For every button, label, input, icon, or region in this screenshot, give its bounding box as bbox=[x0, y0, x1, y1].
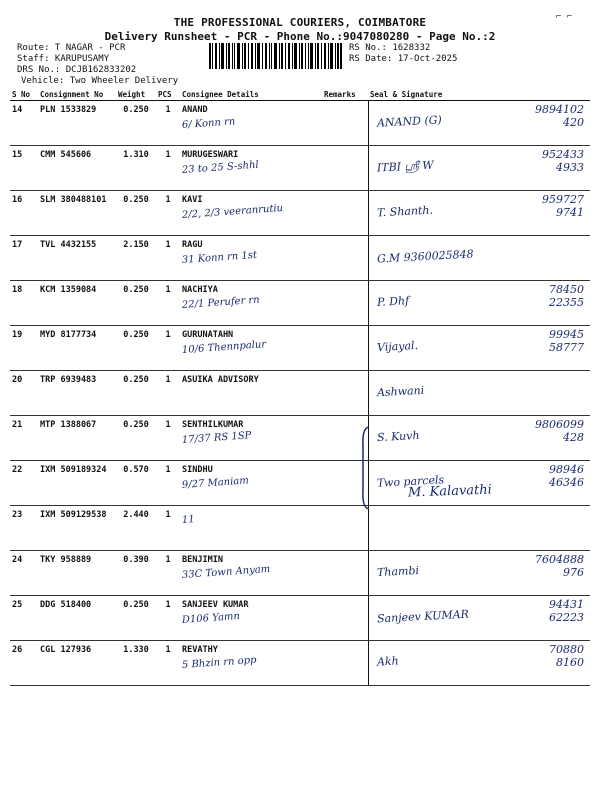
consignment-cell: KCM 1359084 bbox=[38, 281, 116, 326]
company-name: THE PROFESSIONAL COURIERS, COIMBATORE bbox=[173, 16, 427, 29]
weight-cell: 0.250 bbox=[116, 326, 156, 371]
handwritten-phone: 94431 62223 bbox=[549, 598, 584, 624]
consignment-cell: CGL 127936 bbox=[38, 641, 116, 686]
sno-cell: 26 bbox=[10, 641, 38, 686]
consignment-cell: IXM 509189324 bbox=[38, 461, 116, 506]
col-seal-signature: Seal & Signature bbox=[368, 89, 590, 101]
table-row bbox=[10, 641, 590, 686]
consignee-cell bbox=[180, 596, 322, 641]
consignment-cell: IXM 509129538 bbox=[38, 506, 116, 551]
handwritten-signature: G.M 9360025848 bbox=[376, 247, 474, 266]
pcs-cell: 1 bbox=[156, 416, 180, 461]
remarks-cell bbox=[322, 371, 368, 416]
pcs-cell: 1 bbox=[156, 236, 180, 281]
consignee-name: REVATHY bbox=[182, 645, 218, 655]
remarks-cell bbox=[322, 101, 368, 146]
seal-signature-cell bbox=[368, 551, 590, 596]
handwritten-phone: 98946 46346 bbox=[549, 463, 584, 489]
handwritten-address: 10/6 Thennpalur bbox=[181, 339, 267, 356]
sno-cell: 18 bbox=[10, 281, 38, 326]
consignee-cell bbox=[180, 101, 322, 146]
weight-cell: 0.250 bbox=[116, 101, 156, 146]
table-row bbox=[10, 101, 590, 146]
consignee-cell bbox=[180, 191, 322, 236]
handwritten-address: 17/37 RS 1SP bbox=[181, 430, 252, 446]
handwritten-address: 9/27 Maniam bbox=[181, 475, 250, 491]
consignee-cell bbox=[180, 236, 322, 281]
consignee-name: RAGU bbox=[182, 240, 203, 250]
col-sno: S No bbox=[10, 89, 38, 101]
seal-signature-cell bbox=[368, 371, 590, 416]
pcs-cell: 1 bbox=[156, 506, 180, 551]
consignee-name: ANAND bbox=[182, 105, 208, 115]
handwritten-signature: Akh bbox=[376, 654, 399, 669]
table-row bbox=[10, 506, 590, 551]
consignee-cell bbox=[180, 281, 322, 326]
col-consignment: Consignment No bbox=[38, 89, 116, 101]
consignee-name: ASUIKA ADVISORY bbox=[182, 375, 259, 385]
sno-cell: 19 bbox=[10, 326, 38, 371]
consignee-name: KAVI bbox=[182, 195, 203, 205]
col-remarks: Remarks bbox=[322, 89, 368, 101]
table-row bbox=[10, 416, 590, 461]
sno-cell: 21 bbox=[10, 416, 38, 461]
consignee-cell bbox=[180, 461, 322, 506]
handwritten-address: 23 to 25 S-shhl bbox=[181, 159, 260, 176]
remarks-cell bbox=[322, 641, 368, 686]
consignee-cell bbox=[180, 146, 322, 191]
pcs-cell: 1 bbox=[156, 191, 180, 236]
weight-cell: 0.250 bbox=[116, 281, 156, 326]
handwritten-signature: P. Dhf bbox=[376, 294, 409, 309]
sno-cell: 24 bbox=[10, 551, 38, 596]
vehicle-label: Vehicle: Two Wheeler Delivery bbox=[21, 76, 179, 86]
col-weight: Weight bbox=[116, 89, 156, 101]
consignee-cell bbox=[180, 641, 322, 686]
consignee-cell bbox=[180, 371, 322, 416]
sno-cell: 20 bbox=[10, 371, 38, 416]
table-row bbox=[10, 191, 590, 236]
consignment-cell: MYD 8177734 bbox=[38, 326, 116, 371]
table-row bbox=[10, 596, 590, 641]
table-row bbox=[10, 146, 590, 191]
weight-cell: 2.440 bbox=[116, 506, 156, 551]
col-pcs: PCS bbox=[156, 89, 180, 101]
pcs-cell: 1 bbox=[156, 146, 180, 191]
handwritten-signature: ITBI ஸ்ரீ W bbox=[376, 158, 434, 175]
pcs-cell: 1 bbox=[156, 326, 180, 371]
seal-signature-cell bbox=[368, 281, 590, 326]
weight-cell: 0.390 bbox=[116, 551, 156, 596]
handwritten-phone: 952433 4933 bbox=[542, 148, 584, 174]
table-row bbox=[10, 551, 590, 596]
handwritten-address: 22/1 Perufer rn bbox=[181, 294, 261, 311]
seal-signature-cell bbox=[368, 191, 590, 236]
seal-signature-cell bbox=[368, 596, 590, 641]
handwritten-phone: 70880 8160 bbox=[549, 643, 584, 669]
weight-cell: 0.250 bbox=[116, 596, 156, 641]
weight-cell: 1.330 bbox=[116, 641, 156, 686]
pcs-cell: 1 bbox=[156, 281, 180, 326]
corner-mark-icon: ⌐ ⌐ bbox=[555, 12, 572, 22]
consignment-cell: TKY 958889 bbox=[38, 551, 116, 596]
consignment-cell: SLM 380488101 bbox=[38, 191, 116, 236]
weight-cell: 2.150 bbox=[116, 236, 156, 281]
consignment-cell: CMM 545606 bbox=[38, 146, 116, 191]
remarks-cell bbox=[322, 281, 368, 326]
weight-cell: 0.570 bbox=[116, 461, 156, 506]
handwritten-signature: Ashwani bbox=[376, 383, 425, 400]
consignee-name: SENTHILKUMAR bbox=[182, 420, 244, 430]
handwritten-signature: Vijayal. bbox=[376, 338, 418, 355]
remarks-cell bbox=[322, 596, 368, 641]
consignee-cell bbox=[180, 551, 322, 596]
shared-signature: M. Kalavathi bbox=[407, 482, 493, 501]
runsheet-subtitle: Delivery Runsheet - PCR - Phone No.:9047080280 - Page No.:2 bbox=[104, 30, 496, 43]
sno-cell: 14 bbox=[10, 101, 38, 146]
handwritten-phone: 99945 58777 bbox=[549, 328, 584, 354]
route-label: Route: T NAGAR - PCR bbox=[17, 43, 126, 53]
table-row bbox=[10, 371, 590, 416]
barcode-icon bbox=[209, 43, 342, 69]
consignment-cell: DDG 518400 bbox=[38, 596, 116, 641]
handwritten-phone: 9806099 428 bbox=[535, 418, 584, 444]
consignee-cell bbox=[180, 326, 322, 371]
weight-cell: 1.310 bbox=[116, 146, 156, 191]
table-row bbox=[10, 461, 590, 506]
sno-cell: 17 bbox=[10, 236, 38, 281]
handwritten-phone: 959727 9741 bbox=[542, 193, 584, 219]
seal-signature-cell bbox=[368, 236, 590, 281]
seal-signature-cell bbox=[368, 506, 590, 551]
remarks-cell bbox=[322, 191, 368, 236]
pcs-cell: 1 bbox=[156, 101, 180, 146]
handwritten-signature: Sanjeev KUMAR bbox=[376, 607, 469, 626]
pcs-cell: 1 bbox=[156, 551, 180, 596]
handwritten-phone: 7604888 976 bbox=[535, 553, 584, 579]
handwritten-signature: Two parcels bbox=[376, 473, 444, 490]
handwritten-address: 6/ Konn rn bbox=[181, 116, 236, 131]
consignee-name: GURUNATAHN bbox=[182, 330, 234, 340]
handwritten-phone: 9894102 420 bbox=[535, 103, 584, 129]
drs-label: DRS No.: DCJB162833202 bbox=[17, 65, 137, 75]
pcs-cell: 1 bbox=[156, 371, 180, 416]
sno-cell: 22 bbox=[10, 461, 38, 506]
handwritten-phone: 78450 22355 bbox=[549, 283, 584, 309]
seal-signature-cell bbox=[368, 641, 590, 686]
remarks-cell bbox=[322, 146, 368, 191]
sno-cell: 23 bbox=[10, 506, 38, 551]
handwritten-address: 2/2, 2/3 veeranrutiu bbox=[181, 202, 284, 221]
handwritten-address: D106 Yamn bbox=[181, 610, 241, 626]
col-consignee: Consignee Details bbox=[180, 89, 322, 101]
pcs-cell: 1 bbox=[156, 596, 180, 641]
seal-signature-cell bbox=[368, 416, 590, 461]
consignment-cell: TRP 6939483 bbox=[38, 371, 116, 416]
consignee-name: BENJIMIN bbox=[182, 555, 223, 565]
consignee-cell bbox=[180, 416, 322, 461]
handwritten-signature: ANAND (G) bbox=[376, 113, 442, 130]
consignment-cell: TVL 4432155 bbox=[38, 236, 116, 281]
sno-cell: 25 bbox=[10, 596, 38, 641]
runsheet-table bbox=[10, 89, 590, 686]
staff-label: Staff: KARUPUSAMY bbox=[17, 54, 110, 64]
table-row bbox=[10, 326, 590, 371]
weight-cell: 0.250 bbox=[116, 371, 156, 416]
consignee-name: NACHIYA bbox=[182, 285, 218, 295]
weight-cell: 0.250 bbox=[116, 416, 156, 461]
weight-cell: 0.250 bbox=[116, 191, 156, 236]
sno-cell: 16 bbox=[10, 191, 38, 236]
table-row bbox=[10, 281, 590, 326]
handwritten-address: 33C Town Anyam bbox=[181, 563, 271, 581]
remarks-cell bbox=[322, 236, 368, 281]
handwritten-address: 31 Konn rn 1st bbox=[181, 249, 258, 266]
handwritten-signature: T. Shanth. bbox=[376, 203, 433, 220]
remarks-cell bbox=[322, 551, 368, 596]
table-header-row bbox=[10, 89, 590, 101]
consignee-name: MURUGESWARI bbox=[182, 150, 239, 160]
consignee-cell bbox=[180, 506, 322, 551]
consignment-cell: MTP 1388067 bbox=[38, 416, 116, 461]
consignment-cell: PLN 1533829 bbox=[38, 101, 116, 146]
handwritten-address: 11 bbox=[181, 514, 196, 526]
pcs-cell: 1 bbox=[156, 641, 180, 686]
consignee-name: SINDHU bbox=[182, 465, 213, 475]
pcs-cell: 1 bbox=[156, 461, 180, 506]
sno-cell: 15 bbox=[10, 146, 38, 191]
rs-date-label: RS Date: 17-Oct-2025 bbox=[349, 54, 458, 64]
handwritten-address: 5 Bhzin rn opp bbox=[181, 654, 257, 671]
handwritten-signature: S. Kuvh bbox=[376, 428, 420, 445]
remarks-cell bbox=[322, 326, 368, 371]
rs-no-label: RS No.: 1628332 bbox=[349, 43, 431, 53]
seal-signature-cell bbox=[368, 326, 590, 371]
table-row bbox=[10, 236, 590, 281]
bracket-mark-icon bbox=[359, 426, 371, 510]
consignee-name: SANJEEV KUMAR bbox=[182, 600, 249, 610]
remarks-cell bbox=[322, 506, 368, 551]
seal-signature-cell bbox=[368, 146, 590, 191]
handwritten-signature: Thambi bbox=[376, 563, 419, 580]
seal-signature-cell bbox=[368, 101, 590, 146]
